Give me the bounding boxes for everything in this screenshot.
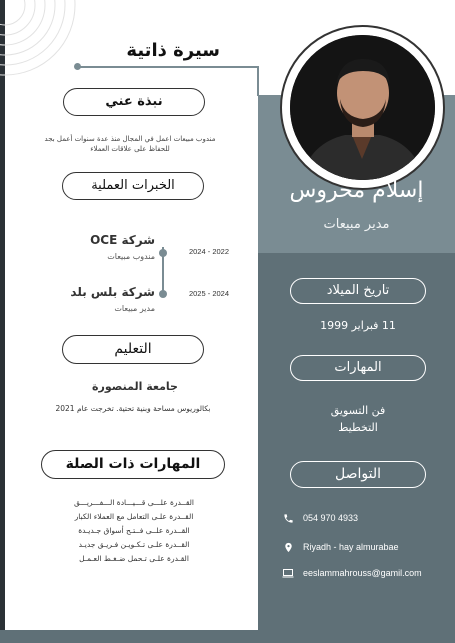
- contact-email: [282, 567, 422, 579]
- skills-list: [290, 402, 426, 436]
- location-text: Riyadh - hay almurabae: [303, 542, 399, 552]
- left-edge-bar: [0, 0, 5, 643]
- email-text: eeslammahrouss@gamil.com: [303, 568, 422, 578]
- about-heading: نبذة عني: [63, 88, 205, 116]
- about-line: للحفاظ على علاقات العملاء: [90, 145, 170, 153]
- list-item: القـدرة علـى تـحمل ضـغـط العـمـل: [79, 554, 189, 563]
- list-item: القــدرة علـى التعامل مع العملاء الكبار: [74, 512, 194, 521]
- contact-phone: [282, 512, 358, 524]
- list-item: القــدرة علـى تـكـويـن فـريـق جديـد: [78, 540, 190, 549]
- title-underline: [78, 66, 258, 68]
- profile-name: إسلام محروس: [289, 178, 424, 203]
- sidebar-panel: [258, 253, 455, 643]
- decorative-arcs: [0, 0, 90, 90]
- about-line: مندوب مبيعات اعمل في المجال منذ عدة سنوات أعمل بجد: [44, 135, 216, 143]
- education-degree: بكالوريوس مساحة وبنية تحتية. تخرجت عام 2021: [55, 404, 211, 413]
- experience-period: 2024 - 2022: [188, 247, 230, 256]
- profile-job-title: مدير مبيعات: [323, 217, 390, 232]
- title-connector: [257, 66, 259, 96]
- experience-role: مندوب مبيعات: [107, 252, 155, 261]
- location-pin-icon: [282, 541, 294, 553]
- list-item: التخطيط: [338, 421, 378, 434]
- experience-period: 2025 - 2024: [188, 289, 230, 298]
- related-skills-list: [40, 496, 228, 566]
- timeline-dot: [159, 249, 167, 257]
- experience-company: شركة OCE: [90, 233, 155, 247]
- list-item: القــدرة علــى فــتـح أسواق جـديـدة: [78, 526, 190, 535]
- experience-role: مدير مبيعات: [114, 304, 155, 313]
- list-item: فن التسويق: [330, 404, 386, 417]
- list-item: القــدرة علـــى قـــيـــادة الـــفـــريـــق: [73, 498, 194, 507]
- education-school: جامعة المنصورة: [92, 380, 178, 393]
- laptop-icon: [282, 567, 294, 579]
- birth-date: 11 فبراير 1999: [320, 319, 396, 332]
- related-skills-heading: المهارات ذات الصلة: [41, 450, 225, 479]
- profile-photo: [290, 35, 435, 180]
- birth-heading: تاريخ الميلاد: [290, 278, 426, 304]
- page-title: سيرة ذاتية: [126, 40, 220, 61]
- experience-heading: الخبرات العملية: [62, 172, 204, 200]
- bottom-strip: [0, 630, 258, 643]
- education-heading: التعليم: [62, 335, 204, 364]
- phone-icon: [282, 512, 294, 524]
- contact-location: [282, 541, 399, 553]
- about-text: [8, 134, 252, 154]
- experience-company: شركة بلس بلد: [70, 285, 155, 299]
- title-dot: [74, 63, 81, 70]
- contact-heading: التواصل: [290, 461, 426, 488]
- timeline-dot: [159, 290, 167, 298]
- skills-heading: المهارات: [290, 355, 426, 381]
- phone-number: 054 970 4933: [303, 513, 359, 523]
